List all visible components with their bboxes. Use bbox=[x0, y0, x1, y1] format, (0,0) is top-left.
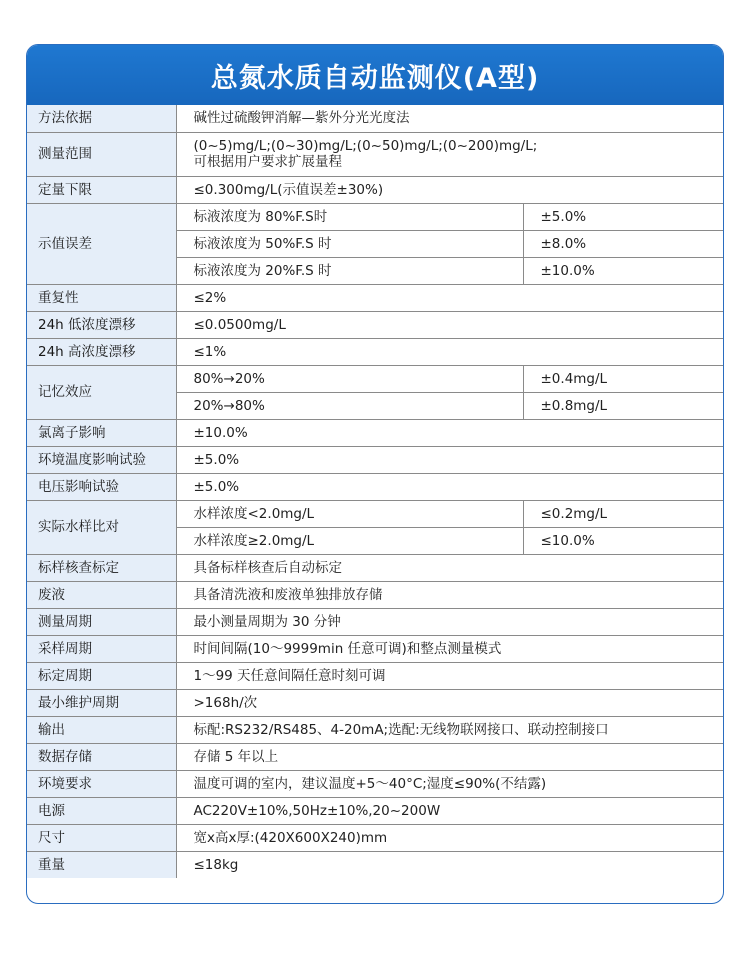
result-cell: ±5.0% bbox=[523, 203, 723, 230]
row-value: ±5.0% bbox=[176, 446, 723, 473]
table-row-storage bbox=[27, 743, 723, 770]
condition-cell: 20%→80% bbox=[176, 392, 523, 419]
row-value: ≤18kg bbox=[176, 851, 723, 878]
row-label: 测量范围 bbox=[27, 132, 176, 176]
condition-cell: 水样浓度≥2.0mg/L bbox=[176, 527, 523, 554]
row-label: 测量周期 bbox=[27, 608, 176, 635]
table-row-repeatability bbox=[27, 284, 723, 311]
row-label: 废液 bbox=[27, 581, 176, 608]
row-value: 时间间隔(10～9999min 任意可调)和整点测量模式 bbox=[176, 635, 723, 662]
row-label: 标样核查标定 bbox=[27, 554, 176, 581]
table-row-sampling-cycle bbox=[27, 635, 723, 662]
row-label: 重量 bbox=[27, 851, 176, 878]
row-value: ≤0.300mg/L(示值误差±30%) bbox=[176, 176, 723, 203]
table-row-voltage bbox=[27, 473, 723, 500]
row-value: ±5.0% bbox=[176, 473, 723, 500]
table-row-calibration-cycle bbox=[27, 662, 723, 689]
table-row-temperature bbox=[27, 446, 723, 473]
row-label: 示值误差 bbox=[27, 203, 176, 284]
row-label: 环境温度影响试验 bbox=[27, 446, 176, 473]
table-row-range bbox=[27, 132, 723, 176]
table-row-power bbox=[27, 797, 723, 824]
row-label: 标定周期 bbox=[27, 662, 176, 689]
result-cell: ±10.0% bbox=[523, 257, 723, 284]
row-value: 具备标样核查后自动标定 bbox=[176, 554, 723, 581]
row-value: 最小测量周期为 30 分钟 bbox=[176, 608, 723, 635]
row-label: 重复性 bbox=[27, 284, 176, 311]
spec-card bbox=[26, 44, 724, 904]
row-label: 尺寸 bbox=[27, 824, 176, 851]
table-row-chloride bbox=[27, 419, 723, 446]
row-label: 采样周期 bbox=[27, 635, 176, 662]
condition-cell: 标液浓度为 50%F.S 时 bbox=[176, 230, 523, 257]
row-label: 24h 高浓度漂移 bbox=[27, 338, 176, 365]
result-cell: ±0.8mg/L bbox=[523, 392, 723, 419]
row-label: 记忆效应 bbox=[27, 365, 176, 419]
row-value: 宽x高x厚:(420X600X240)mm bbox=[176, 824, 723, 851]
range-line-2: 可根据用户要求扩展量程 bbox=[193, 154, 342, 170]
row-value: 存储 5 年以上 bbox=[176, 743, 723, 770]
range-line-1: (0~5)mg/L;(0~30)mg/L;(0~50)mg/L;(0~200)mg/L; bbox=[193, 138, 538, 154]
row-value: >168h/次 bbox=[176, 689, 723, 716]
row-value: ≤2% bbox=[176, 284, 723, 311]
row-label: 24h 低浓度漂移 bbox=[27, 311, 176, 338]
row-value: ≤1% bbox=[176, 338, 723, 365]
table-row-waste bbox=[27, 581, 723, 608]
row-label: 环境要求 bbox=[27, 770, 176, 797]
condition-cell: 水样浓度<2.0mg/L bbox=[176, 500, 523, 527]
row-value bbox=[176, 132, 723, 176]
page-title: 总氮水质自动监测仪(A型) bbox=[27, 45, 723, 105]
row-value: 1～99 天任意间隔任意时刻可调 bbox=[176, 662, 723, 689]
table-row-maintenance bbox=[27, 689, 723, 716]
table-row-memory bbox=[27, 365, 723, 392]
row-value: AC220V±10%,50Hz±10%,20~200W bbox=[176, 797, 723, 824]
row-label: 氯离子影响 bbox=[27, 419, 176, 446]
result-cell: ≤10.0% bbox=[523, 527, 723, 554]
row-value: ±10.0% bbox=[176, 419, 723, 446]
condition-cell: 标液浓度为 80%F.S时 bbox=[176, 203, 523, 230]
row-label: 最小维护周期 bbox=[27, 689, 176, 716]
table-row-measure-cycle bbox=[27, 608, 723, 635]
spec-table bbox=[27, 105, 723, 878]
table-row-output bbox=[27, 716, 723, 743]
row-label: 电源 bbox=[27, 797, 176, 824]
result-cell: ±8.0% bbox=[523, 230, 723, 257]
result-cell: ±0.4mg/L bbox=[523, 365, 723, 392]
row-label: 实际水样比对 bbox=[27, 500, 176, 554]
table-row-actual-sample bbox=[27, 500, 723, 527]
row-label: 定量下限 bbox=[27, 176, 176, 203]
table-row-low-drift bbox=[27, 311, 723, 338]
table-row-high-drift bbox=[27, 338, 723, 365]
table-row-indication-error bbox=[27, 203, 723, 230]
row-value: 碱性过硫酸钾消解—紫外分光光度法 bbox=[176, 105, 723, 132]
row-value: 具备清洗液和废液单独排放存储 bbox=[176, 581, 723, 608]
table-row-calibration-check bbox=[27, 554, 723, 581]
table-row-size bbox=[27, 824, 723, 851]
row-value: 温度可调的室内，建议温度+5～40°C;湿度≤90%(不结露) bbox=[176, 770, 723, 797]
row-value: ≤0.0500mg/L bbox=[176, 311, 723, 338]
condition-cell: 标液浓度为 20%F.S 时 bbox=[176, 257, 523, 284]
condition-cell: 80%→20% bbox=[176, 365, 523, 392]
result-cell: ≤0.2mg/L bbox=[523, 500, 723, 527]
table-row-method bbox=[27, 105, 723, 132]
row-value: 标配:RS232/RS485、4-20mA;选配:无线物联网接口、联动控制接口 bbox=[176, 716, 723, 743]
row-label: 方法依据 bbox=[27, 105, 176, 132]
row-label: 输出 bbox=[27, 716, 176, 743]
row-label: 电压影响试验 bbox=[27, 473, 176, 500]
table-row-environment bbox=[27, 770, 723, 797]
table-row-lower-limit bbox=[27, 176, 723, 203]
row-label: 数据存储 bbox=[27, 743, 176, 770]
table-row-weight bbox=[27, 851, 723, 878]
